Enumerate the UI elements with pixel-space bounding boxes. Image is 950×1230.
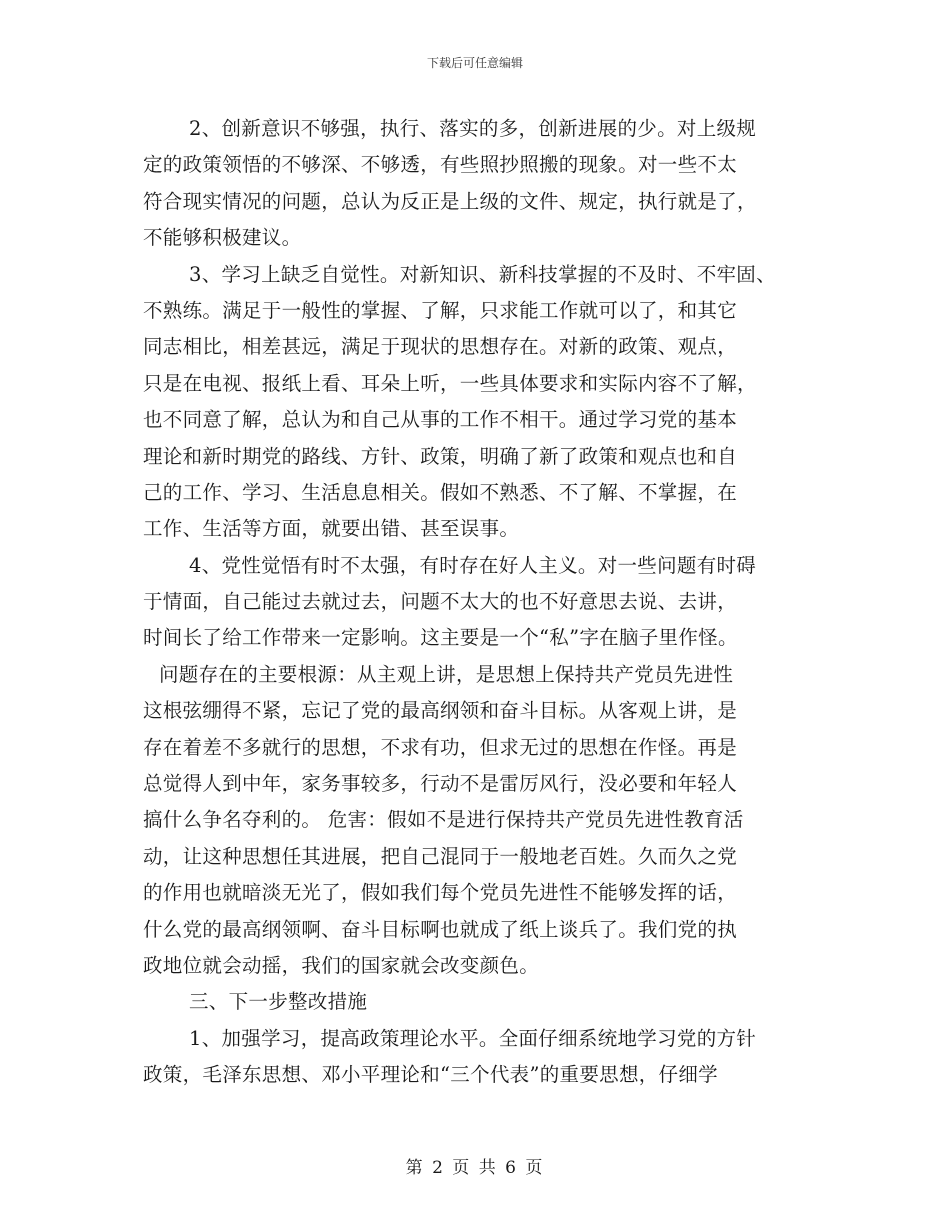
section-heading: 三、下一步整改措施 [189, 990, 368, 1014]
text-line: 这根弦绷得不紧，忘记了党的最高纲领和奋斗目标。从客观上讲，是 [143, 699, 738, 723]
text-line: 的作用也就暗淡无光了，假如我们每个党员先进性不能够发挥的话， [143, 881, 738, 905]
text-line: 搞什么争名夺利的。 危害：假如不是进行保持共产党员先进性教育活 [143, 808, 744, 832]
text-line: 存在着差不多就行的思想，不求有功，但求无过的思想在作怪。再是 [143, 735, 738, 759]
text-line: 政策，毛泽东思想、邓小平理论和“三个代表”的重要思想，仔细学 [143, 1063, 718, 1087]
text-line: 3、学习上缺乏自觉性。对新知识、新科技掌握的不及时、不牢固、 [189, 262, 776, 286]
text-line: 什么党的最高纲领啊、奋斗目标啊也就成了纸上谈兵了。我们党的执 [143, 917, 738, 941]
document-body [143, 111, 833, 1094]
text-line: 时间长了给工作带来一定影响。这主要是一个“私”字在脑子里作怪。 [143, 626, 738, 650]
text-line: 不熟练。满足于一般性的掌握、了解，只求能工作就可以了，和其它 [143, 298, 738, 322]
text-line: 1、加强学习，提高政策理论水平。全面仔细系统地学习党的方针 [189, 1026, 757, 1050]
text-line: 政地位就会动摇，我们的国家就会改变颜色。 [143, 953, 540, 977]
text-line: 总觉得人到中年，家务事较多，行动不是雷厉风行，没必要和年轻人 [143, 772, 738, 796]
text-line: 4、党性觉悟有时不太强，有时存在好人主义。对一些问题有时碍 [189, 553, 757, 577]
text-line: 工作、生活等方面，就要出错、甚至误事。 [143, 517, 520, 541]
text-line: 动，让这种思想任其进展，把自己混同于一般地老百姓。久而久之党 [143, 844, 738, 868]
text-line: 理论和新时期党的路线、方针、政策，明确了新了政策和观点也和自 [143, 444, 738, 468]
page-number: 第 2 页 共 6 页 [405, 1158, 545, 1178]
page-header: 下载后可任意编辑 [426, 56, 523, 70]
text-line: 2、创新意识不够强，执行、落实的多，创新进展的少。对上级规 [189, 117, 757, 140]
text-line: 也不同意了解，总认为和自己从事的工作不相干。通过学习党的基本 [143, 408, 738, 432]
text-line: 己的工作、学习、生活息息相关。假如不熟悉、不了解、不掌握，在 [143, 480, 738, 504]
text-line: 符合现实情况的问题，总认为反正是上级的文件、规定，执行就是了， [143, 189, 757, 213]
text-line: 于情面，自己能过去就过去，问题不太大的也不好意思去说、去讲， [143, 590, 738, 614]
text-line: 问题存在的主要根源：从主观上讲，是思想上保持共产党员先进性 [159, 662, 734, 686]
text-line: 同志相比，相差甚远，满足于现状的思想存在。对新的政策、观点， [143, 335, 738, 359]
text-line: 不能够积极建议。 [143, 226, 302, 250]
text-line: 定的政策领悟的不够深、不够透，有些照抄照搬的现象。对一些不太 [143, 153, 738, 177]
text-line: 只是在电视、报纸上看、耳朵上听，一些具体要求和实际内容不了解， [143, 371, 757, 395]
